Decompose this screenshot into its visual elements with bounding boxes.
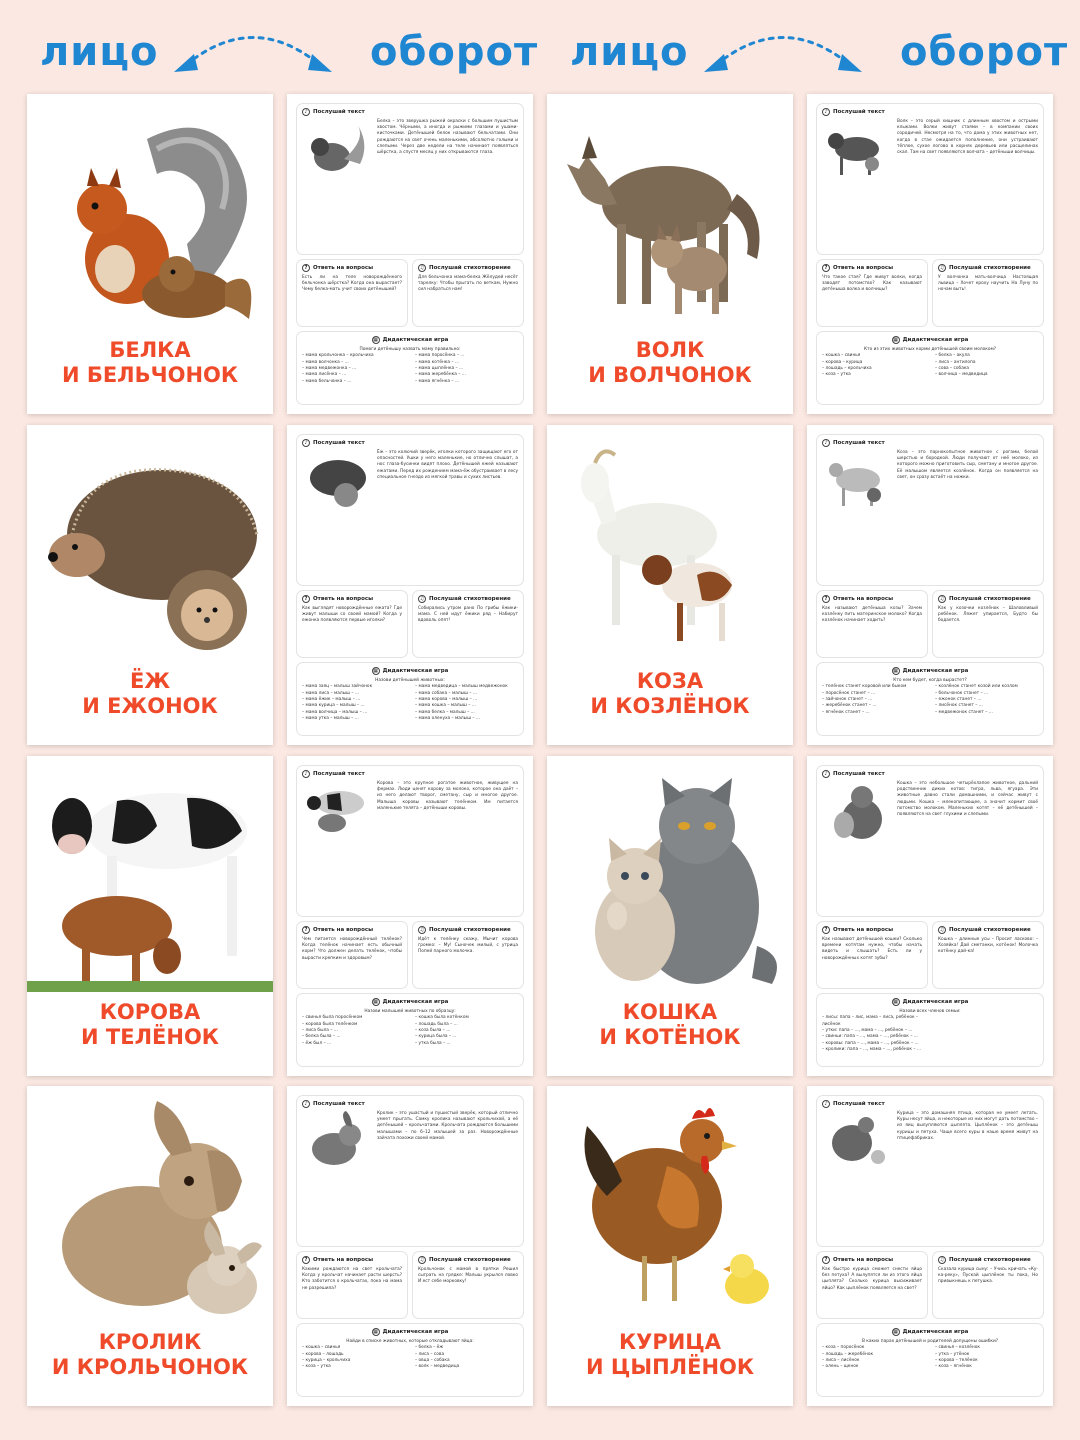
puzzle-icon: ▦ xyxy=(373,1329,378,1335)
questions-box xyxy=(297,922,407,988)
game-heading-label: Дидактическая игра xyxy=(902,999,969,1005)
listen-heading xyxy=(302,770,518,778)
questions-heading xyxy=(822,1256,922,1264)
card-front-hedgehog[interactable] xyxy=(27,425,273,745)
game-column-2 xyxy=(935,1015,1038,1053)
card-front-hen[interactable] xyxy=(547,1086,793,1406)
card-front-squirrel[interactable] xyxy=(27,94,273,414)
listen-heading xyxy=(302,1100,518,1108)
game-heading-label: Дидактическая игра xyxy=(902,337,969,343)
goat-thumb-image xyxy=(822,450,892,510)
listen-heading-label: Послушай текст xyxy=(833,771,885,777)
questions-heading-label: Ответь на вопросы xyxy=(833,265,894,271)
poem-heading xyxy=(938,926,1038,934)
game-column-1: – телёнок станет коровой или быком – поросёнок станет – ... – зайчонок станет – ... – жеребёнок станет – ... – ягнёнок станет – ... xyxy=(822,684,907,715)
poem-box xyxy=(413,1252,523,1318)
cat-image xyxy=(547,756,793,992)
poem-text: Идёт к телёнку скажу, Мычит корова громко: – Му! Сыночек милый, с утрица Попей парного молочка. xyxy=(418,937,518,955)
title-line-2: И ЦЫПЛЁНОК xyxy=(585,1355,755,1379)
game-text: Помоги детёнышу назвать маму правильно: xyxy=(359,347,461,352)
puzzle-icon: ▦ xyxy=(373,999,378,1005)
music-icon: ♫ xyxy=(419,927,425,933)
puzzle-icon: ▦ xyxy=(893,1329,898,1335)
poem-box xyxy=(933,1252,1043,1318)
listen-heading-label: Послушай текст xyxy=(313,1101,365,1107)
game-column-1: – коза – поросёнок – лошадь – жеребёнок – лиса – лисёнок – олень – щенок xyxy=(822,1345,874,1370)
listen-text-box xyxy=(817,766,1043,916)
listen-text-box xyxy=(297,1096,523,1246)
questions-heading xyxy=(822,264,922,272)
card-back-goat[interactable] xyxy=(807,425,1053,745)
puzzle-icon: ▦ xyxy=(893,668,898,674)
card-title xyxy=(27,338,273,388)
listen-text: Курица – это домашняя птица, которая не умеет летать. Куры несут яйца, и некоторые из них могут дать потомство – из яиц вылупляются цыплята. Цыплёнок – это детёныш курицы и петуха. Чаще всего куры в наше время живут на птицефабриках. xyxy=(897,1111,1038,1141)
game-heading-label: Дидактическая игра xyxy=(382,337,449,343)
questions-box xyxy=(297,1252,407,1318)
title-line-2: И КРОЛЬЧОНОК xyxy=(51,1355,249,1379)
questions-heading-label: Ответь на вопросы xyxy=(313,265,374,271)
question-icon: ? xyxy=(302,264,310,272)
game-box xyxy=(297,1324,523,1396)
game-heading xyxy=(302,336,518,344)
wolf-thumb-image xyxy=(822,119,892,179)
listen-heading xyxy=(822,108,1038,116)
card-back-hedgehog[interactable] xyxy=(287,425,533,745)
listen-heading-label: Послушай текст xyxy=(833,109,885,115)
back-label-right: оборот xyxy=(900,29,1069,75)
questions-heading-label: Ответь на вопросы xyxy=(313,927,374,933)
card-title xyxy=(27,1330,273,1380)
game-column-2: – белка – акула – лиса – антилопа – сова – собака – волчица – медведица xyxy=(935,353,988,378)
questions-heading-label: Ответь на вопросы xyxy=(833,596,894,602)
title-line-2: И КОТЁНОК xyxy=(599,1025,741,1049)
listen-heading xyxy=(302,108,518,116)
listen-text-box xyxy=(817,1096,1043,1246)
game-heading-label: Дидактическая игра xyxy=(902,1329,969,1335)
listen-heading xyxy=(822,1100,1038,1108)
game-column-1: – кошка – свинья – корова – курица – лошадь – крольчиха – коза – утка xyxy=(822,353,872,378)
title-line-2: И ВОЛЧОНОК xyxy=(588,363,752,387)
questions-heading xyxy=(302,1256,402,1264)
game-column-1: – мама заяц – малыш зайчонок – мама лиса – малыш – ... – мама ёжик – малыш – ... – мама курица – малыш – ... – мама волчица – малыш – ... – мама утка – малыш – ... xyxy=(302,684,373,722)
question-icon: ? xyxy=(822,1256,830,1264)
listen-heading-label: Послушай текст xyxy=(833,1101,885,1107)
title-line-2: И ТЕЛЁНОК xyxy=(81,1025,219,1049)
music-icon: ♫ xyxy=(419,1257,425,1263)
game-box xyxy=(297,663,523,735)
poem-text: Кошка – длинные усы – Просит ласково: – Хозяйка! Дай сметанки, котёнок! Молочка котёнку дай-ка! xyxy=(938,937,1038,955)
poem-heading-label: Послушай стихотворение xyxy=(429,596,511,602)
poem-box xyxy=(413,591,523,657)
question-icon: ? xyxy=(302,926,310,934)
card-title xyxy=(547,338,793,388)
questions-text: Как называют детёныша козы? Зачем козлёнку пить материнское молоко? Когда козлёнок начинает ходить? xyxy=(822,606,922,624)
poem-heading-label: Послушай стихотворение xyxy=(949,596,1031,602)
card-front-goat[interactable] xyxy=(547,425,793,745)
card-back-wolf[interactable] xyxy=(807,94,1053,414)
game-column-2: – кошка была котёнком – лошадь была – ... – коза была – ... – курица была – ... – утка была – ... xyxy=(415,1015,469,1046)
questions-heading xyxy=(302,595,402,603)
listen-heading-label: Послушай текст xyxy=(313,109,365,115)
listen-text: Белка – это зверушка рыжей окраски с большим пушистым хвостом. Чёрными, а иногда и рыжими глазами и ушами-кисточками. Детёнышей белок называют бельчатами. Они рождаются на свет очень маленькими, абсолютно голыми и слепыми. Через две недели на теле начинает появляться шёрстка, а спустя месяц у них открываются глаза. xyxy=(377,119,518,156)
title-line-1: КОЗА xyxy=(636,669,704,693)
questions-text: Есть ли на теле новорождённого бельчонка шёрстка? Когда она вырастает? Чему белка-мать учит своих детёнышей? xyxy=(302,275,402,293)
card-front-rabbit[interactable] xyxy=(27,1086,273,1406)
game-column-1: – свинья была поросёнком – корова была телёнком – лиса была – ... – белка была – ... – ёж был – ... xyxy=(302,1015,363,1046)
ear-icon: ♪ xyxy=(302,1100,310,1108)
questions-text: Что такое стая? Где живут волки, когда заводят потомство? Как называют детёныша волка и волчицы? xyxy=(822,275,922,293)
listen-text: Кошка – это небольшое четырёхлапое животное, дальний родственник диких котов: тигра, льва, ягуара. Эти животные давно стали домашними, и сейчас живут с людьми. Кошка – млекопитающее, а значит кормит своё потомство молоком. Маленьких котят – её детёнышей – появляются на свет глухими и слепыми. xyxy=(897,781,1038,818)
game-text: Назови всех членов семьи: xyxy=(899,1009,961,1014)
questions-heading xyxy=(822,926,922,934)
card-front-wolf[interactable] xyxy=(547,94,793,414)
face-label-left: лицо xyxy=(40,29,159,75)
questions-heading-label: Ответь на вопросы xyxy=(833,1257,894,1263)
poem-box xyxy=(413,922,523,988)
game-heading-label: Дидактическая игра xyxy=(902,668,969,674)
poem-heading-label: Послушай стихотворение xyxy=(429,265,511,271)
poem-heading xyxy=(418,926,518,934)
title-line-2: И ЕЖОНОК xyxy=(82,694,218,718)
ear-icon: ♪ xyxy=(822,1100,830,1108)
puzzle-icon: ▦ xyxy=(893,337,898,343)
title-line-1: КОРОВА xyxy=(99,1000,201,1024)
back-label-left: оборот xyxy=(370,29,539,75)
music-icon: ♫ xyxy=(939,927,945,933)
cow-image xyxy=(27,756,273,992)
questions-heading xyxy=(822,595,922,603)
cow-thumb-image xyxy=(302,781,372,841)
listen-text: Корова – это крупное рогатое животное, живущее на фермах. Люди ценят корову за молоко, которое она даёт – из него делают творог, сметану, сыр и многое другое. Малыша коровы называют телёнком. Им питается маленькие телята – детёныши коровы. xyxy=(377,781,518,811)
game-column-1: – мама крольчонка – крольчиха – мама волчонка – ... – мама медвежонка – ... – мама лисёнка – ... – мама бельчонка – ... xyxy=(302,353,374,384)
squirrel-image xyxy=(27,94,273,330)
header xyxy=(0,0,1080,90)
poem-heading-label: Послушай стихотворение xyxy=(949,265,1031,271)
card-back-hen[interactable] xyxy=(807,1086,1053,1406)
ear-icon: ♪ xyxy=(822,439,830,447)
game-heading-label: Дидактическая игра xyxy=(382,1329,449,1335)
game-column-2: – свинья – козлёнок – утка – утёнок – корова – телёнок – коза – ягнёнок xyxy=(935,1345,980,1370)
card-back-cow[interactable] xyxy=(287,756,533,1076)
poem-box xyxy=(933,922,1043,988)
question-icon: ? xyxy=(302,1256,310,1264)
game-text: Найди в списке животных, которые откладывают яйца: xyxy=(346,1339,474,1344)
listen-text-box xyxy=(817,435,1043,585)
questions-text: Чем питается новорождённый телёнок? Когда телёнок начинает есть обычный корм? Что должен делать телёнок, чтобы вырасти крепким и здоровым? xyxy=(302,937,402,961)
questions-heading xyxy=(302,264,402,272)
questions-box xyxy=(817,922,927,988)
game-text: Кто кем будет, когда вырастет? xyxy=(893,678,967,683)
hen-thumb-image xyxy=(822,1111,892,1171)
card-back-squirrel[interactable] xyxy=(287,94,533,414)
game-heading xyxy=(822,1328,1038,1336)
listen-text: Волк – это серый хищник с длинным хвостом и острыми клыками. Волки живут стаями – в компании своих сородичей. Несмотря на то, что дома у этих животных нет, когда в стае ожидается пополнение, они устраивают тёплое, сухое логово в корнях деревьев или расщелинах скал. Там на свет появляются волчата – детёныши волчицы. xyxy=(897,119,1038,156)
questions-heading xyxy=(302,926,402,934)
game-text: В каких парах детёнышей и родителей допущены ошибки? xyxy=(861,1339,999,1344)
game-box xyxy=(817,994,1043,1066)
question-icon: ? xyxy=(822,926,830,934)
game-text: Кто из этих животных корми детёнышей своим молоком? xyxy=(864,347,996,352)
listen-heading-label: Послушай текст xyxy=(833,440,885,446)
listen-heading xyxy=(822,770,1038,778)
questions-heading-label: Ответь на вопросы xyxy=(833,927,894,933)
listen-heading xyxy=(302,439,518,447)
music-icon: ♫ xyxy=(939,265,945,271)
ear-icon: ♪ xyxy=(302,439,310,447)
hen-image xyxy=(547,1086,793,1322)
puzzle-icon: ▦ xyxy=(373,668,378,674)
card-back-cat[interactable] xyxy=(807,756,1053,1076)
questions-box xyxy=(817,1252,927,1318)
swap-arrow-icon-right xyxy=(698,20,868,80)
questions-box xyxy=(297,591,407,657)
game-heading xyxy=(302,1328,518,1336)
game-heading-label: Дидактическая игра xyxy=(382,999,449,1005)
music-icon: ♫ xyxy=(939,1257,945,1263)
question-icon: ? xyxy=(822,595,830,603)
listen-text-box xyxy=(297,104,523,254)
poem-heading xyxy=(418,264,518,272)
game-column-2: – мама медведица – малыш медвежонок – мама собака – малыш – ... – мама корова – малыш – ... – мама кошка – малыш – ... – мама белка – малыш – ... – мама оленуха – малыш – ... xyxy=(415,684,508,722)
card-front-cow[interactable] xyxy=(27,756,273,1076)
music-icon: ♫ xyxy=(419,265,425,271)
game-box xyxy=(817,332,1043,404)
questions-heading-label: Ответь на вопросы xyxy=(313,596,374,602)
questions-text: Как быстро курица сможет снести яйцо без петуха? А вылупятся ли из этого яйца цыплята? Сколько курица высиживает яйцо? Как цыплёнок появляется на свет? xyxy=(822,1267,922,1291)
game-column-2: – белка – ёж – лиса – сова – овца – собака – волк – медведица xyxy=(415,1345,460,1370)
card-back-rabbit[interactable] xyxy=(287,1086,533,1406)
title-line-1: ЁЖ xyxy=(129,669,171,693)
questions-box xyxy=(817,260,927,326)
poem-heading-label: Послушай стихотворение xyxy=(429,1257,511,1263)
questions-text: Как называют детёнышей кошки? Сколько времени котятам нужно, чтобы начать видеть и слышать? Есть ли у новорождённых котят зубы? xyxy=(822,937,922,961)
title-line-1: КРОЛИК xyxy=(98,1330,202,1354)
game-column-2: – козлёнок станет козой или козлом – бельчонок станет – ... – ежонок станет – ... – лисёнок станет – ... – медвежонок станет – ... xyxy=(935,684,1018,715)
poem-text: У волчонка мать-волчица Настоящая львица – Хочет кроху научить На Луну по ночам выть! xyxy=(938,275,1038,293)
listen-heading xyxy=(822,439,1038,447)
card-title xyxy=(547,669,793,719)
music-icon: ♫ xyxy=(939,596,945,602)
card-front-cat[interactable] xyxy=(547,756,793,1076)
puzzle-icon: ▦ xyxy=(893,999,898,1005)
game-column-1: – кошка – свинья – корова – лошадь – курица – крольчиха – коза – утка xyxy=(302,1345,351,1370)
ear-icon: ♪ xyxy=(302,770,310,778)
title-line-2: И КОЗЛЁНОК xyxy=(590,694,750,718)
questions-heading-label: Ответь на вопросы xyxy=(313,1257,374,1263)
poem-text: Для бельчонка мама-белка Жёлудей несёт тарелку: Чтобы прыгать по веткам, Нужно сил набраться нам! xyxy=(418,275,518,293)
game-heading xyxy=(822,667,1038,675)
music-icon: ♫ xyxy=(419,596,425,602)
game-text: Назови детёнышей животных: xyxy=(375,678,445,683)
poem-box xyxy=(413,260,523,326)
game-box xyxy=(297,332,523,404)
poem-heading-label: Послушай стихотворение xyxy=(949,1257,1031,1263)
poem-text: Собирались утром рано По грибы ёжики-мама. С ней идут ёжики ряд – Набирут вдоволь опят! xyxy=(418,606,518,624)
question-icon: ? xyxy=(822,264,830,272)
poem-heading-label: Послушай стихотворение xyxy=(949,927,1031,933)
poem-box xyxy=(933,591,1043,657)
poem-heading-label: Послушай стихотворение xyxy=(429,927,511,933)
game-heading xyxy=(302,667,518,675)
card-title xyxy=(27,1000,273,1050)
title-line-1: КУРИЦА xyxy=(618,1330,722,1354)
listen-heading-label: Послушай текст xyxy=(313,771,365,777)
questions-text: Как выглядят новорождённые ежата? Где живут малыши со своей мамой? Когда у ежонка появляются первые иголки? xyxy=(302,606,402,624)
card-title xyxy=(547,1000,793,1050)
game-heading-label: Дидактическая игра xyxy=(382,668,449,674)
title-line-1: БЕЛКА xyxy=(109,338,191,362)
poem-text: Как у козочки козлёнок – Шаловливый ребёнок. Ляжет упирается, Будто бы бодается. xyxy=(938,606,1038,624)
poem-heading xyxy=(938,595,1038,603)
game-column-1: – лисы: папа – лис, мама – лиса, ребёнок – лисёнок – утки: папа – ..., мама – ..., ребёнок – ... – свиньи: папа – ..., мама – ..., ребёнок – ... – коровы: папа – ..., мама – ..., ребёнок – ... – кролики: папа – ..., мама – ..., ребёнок – ... xyxy=(822,1015,921,1053)
title-line-1: КОШКА xyxy=(622,1000,718,1024)
game-heading xyxy=(822,998,1038,1006)
game-box xyxy=(817,1324,1043,1396)
card-title xyxy=(547,1330,793,1380)
rabbit-image xyxy=(27,1086,273,1322)
wolf-image xyxy=(547,94,793,330)
question-icon: ? xyxy=(302,595,310,603)
cat-thumb-image xyxy=(822,781,892,841)
listen-text-box xyxy=(817,104,1043,254)
rabbit-thumb-image xyxy=(302,1111,372,1171)
poem-box xyxy=(933,260,1043,326)
face-label-right: лицо xyxy=(570,29,689,75)
game-heading xyxy=(822,336,1038,344)
game-text: Назови малышей животных по образцу: xyxy=(364,1009,456,1014)
title-line-2: И БЕЛЬЧОНОК xyxy=(61,363,239,387)
ear-icon: ♪ xyxy=(302,108,310,116)
poem-text: Крольчонок с мамой в прятки Решил сыграть на грядке: Малыш укрылся ловко И ест себе морковку! xyxy=(418,1267,518,1285)
questions-text: Какими рождаются на свет крольчата? Когда у крольчат начинает расти шерсть? Кто заботится о крольчатах, пока на мама не разрешила? xyxy=(302,1267,402,1291)
swap-arrow-icon-left xyxy=(168,20,338,80)
title-line-1: ВОЛК xyxy=(635,338,705,362)
ear-icon: ♪ xyxy=(822,770,830,778)
poem-text: Сказала курица сыну: – Учись кричать «Ку-ка-реку», Пускай цыплёнок ты пока, Но привыкнешь к петушка. xyxy=(938,1267,1038,1285)
poem-heading xyxy=(938,1256,1038,1264)
game-column-2: – мама поросёнка – ... – мама котёнка – ... – мама цыплёнка – ... – мама жеребёнка – ... – мама ягнёнка – ... xyxy=(415,353,466,384)
card-title xyxy=(27,669,273,719)
poem-heading xyxy=(938,264,1038,272)
puzzle-icon: ▦ xyxy=(373,337,378,343)
game-box xyxy=(817,663,1043,735)
listen-text: Ёж – это колючий зверёк, иголки которого защищают его от опасностей. Ушки у него маленькие, но отлично слышат, а нос глаза-бусинки видят плохо. Детёнышей ежей называют ежатами. Перед их рождением мама-ёж обустраивает в лесу специальное гнездо из мягкой травы и сухих листьев. xyxy=(377,450,518,480)
listen-heading-label: Послушай текст xyxy=(313,440,365,446)
goat-image xyxy=(547,425,793,661)
ear-icon: ♪ xyxy=(822,108,830,116)
poem-heading xyxy=(418,595,518,603)
poem-heading xyxy=(418,1256,518,1264)
listen-text-box xyxy=(297,766,523,916)
questions-box xyxy=(817,591,927,657)
game-box xyxy=(297,994,523,1066)
questions-box xyxy=(297,260,407,326)
squirrel-thumb-image xyxy=(302,119,372,179)
listen-text: Кролик – это ушастый и пушистый зверёк, который отлично умеет прыгать. Самку кролика называют крольчихой, а её детёнышей – крольчатами. Крольчата рождаются большими малышами – по 6–12 малышей за раз. Новорождённые зайчата похожи своей мамой. xyxy=(377,1111,518,1141)
hedgehog-thumb-image xyxy=(302,450,372,510)
game-heading xyxy=(302,998,518,1006)
listen-text: Коза – это парнокопытное животное с рогами, белой шерстью и бородкой. Люди получают от неё молоко, из которого можно приготовить сыр, сметану и многое другое. Её малышом является козлёнок. Когда он появляется на свет, он сразу встаёт на ножки. xyxy=(897,450,1038,480)
hedgehog-image xyxy=(27,425,273,661)
listen-text-box xyxy=(297,435,523,585)
